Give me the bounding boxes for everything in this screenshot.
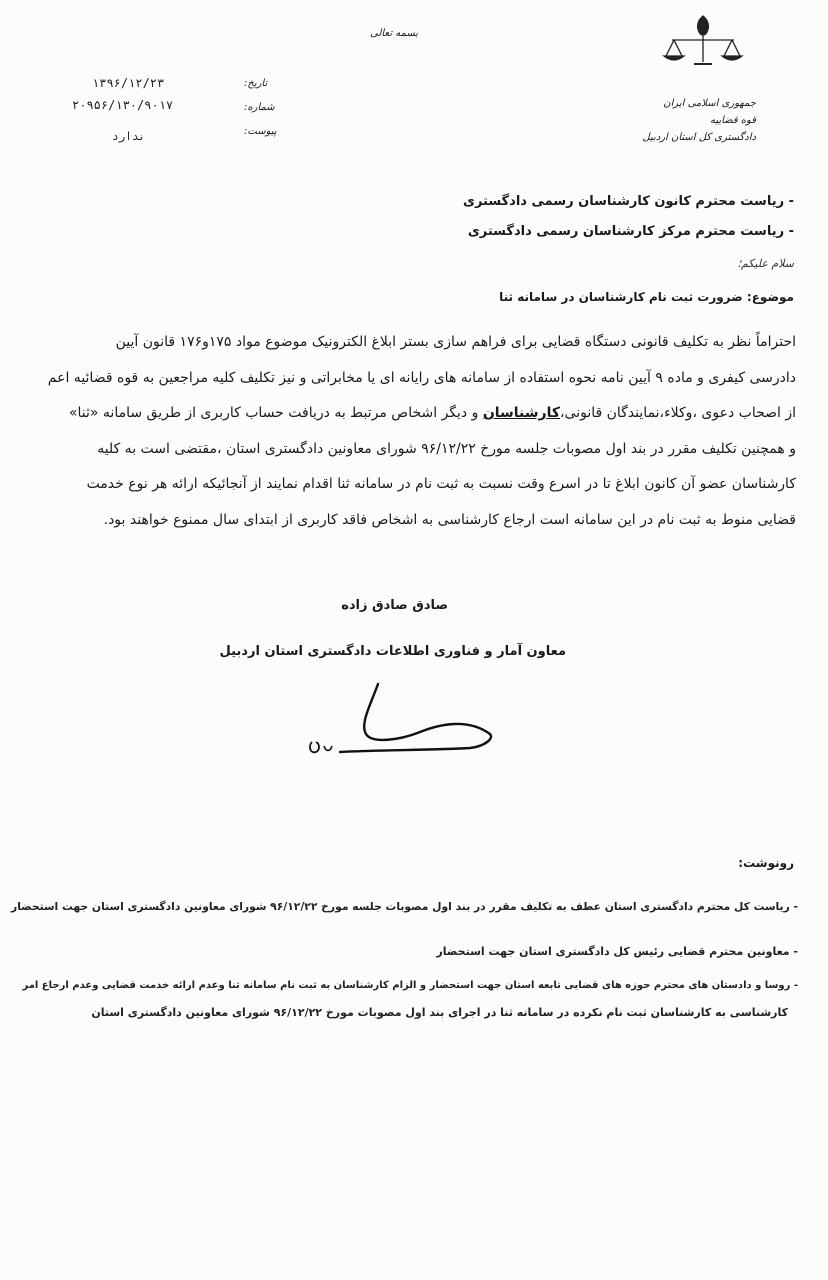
cc-item-3: - روسا و دادستان های محترم حوزه های قضایی تابعه استان جهت استحضار و الزام کارشناسان به ثبت نام سامانه ثنا وعدم ارائه خدمت قضایی وعدم ارجاع امر (22, 980, 798, 991)
body-line-1: احتراماً نظر به تکلیف قانونی دستگاه قضایی برای فراهم سازی بستر ابلاغ الکترونیک موضوع مواد ۱۷۵و۱۷۶ قانون آیین (115, 334, 796, 350)
body-line-5: کارشناسان عضو آن کانون ابلاغ تا در اسرع وقت نسبت به ثبت نام در سامانه ثنا اقدام نمایند از آنجائیکه ارائه هر نوع خدمت (86, 476, 796, 492)
date-label: تاریخ: (244, 78, 268, 89)
body-line-6: قضایی منوط به ثبت نام در این سامانه است ارجاع کارشناسی به اشخاص فاقد کاربری از ابتدای سال ممنوع خواهند بود. (103, 511, 796, 528)
cc-item-2: - معاونین محترم قضایی رئیس کل دادگستری استان جهت استحضار (436, 945, 798, 958)
attachment-label: پیوست: (244, 126, 277, 137)
signer-name: صادق صادق زاده (341, 598, 448, 613)
body-line-4: و همچنین تکلیف مقرر در بند اول مصوبات جلسه مورخ ۹۶/۱۲/۲۲ شورای معاونین دادگستری استان ،مقتضی است به کلیه (97, 440, 796, 457)
cc-item-1: - ریاست کل محترم دادگستری استان عطف به تکلیف مقرر در بند اول مصوبات جلسه مورخ ۹۶/۱۲/۲۲ شورای معاونین دادگستری استان جهت استحضار (11, 900, 798, 913)
attachment-value: ندارد (112, 130, 146, 143)
number-value: ۲۰۹۵۶/۱۳۰/۹۰۱۷ (72, 98, 174, 112)
cc-title: رونوشت: (738, 856, 794, 870)
recipient-2: - ریاست محترم مرکز کارشناسان رسمی دادگستری (467, 224, 794, 239)
signer-title: معاون آمار و فناوری اطلاعات دادگستری استان اردبیل (219, 644, 566, 659)
subject-line: موضوع: ضرورت ثبت نام کارشناسان در سامانه ثنا (499, 290, 794, 304)
highlighted-term: کارشناسان (482, 405, 560, 421)
body-line-3 (18, 396, 796, 432)
body-line-3-end: و دیگر اشخاص مرتبط به دریافت حساب کاربری از طریق سامانه «ثنا» (68, 405, 483, 421)
basmala: بسمه تعالی (370, 28, 419, 39)
org-line-country: جمهوری اسلامی ایران (663, 98, 756, 109)
org-line-court: دادگستری کل استان اردبیل (642, 132, 756, 143)
letter-body (18, 325, 796, 538)
greeting: سلام علیکم؛ (737, 257, 794, 270)
judiciary-emblem-icon (658, 10, 748, 70)
org-line-judiciary: قوه قضاییه (709, 115, 756, 126)
date-value: ۱۳۹۶/۱۲/۲۳ (92, 76, 165, 90)
recipient-1: - ریاست محترم کانون کارشناسان رسمی دادگستری (463, 194, 794, 209)
cc-item-3-cont: کارشناسی به کارشناسان ثبت نام نکرده در سامانه ثنا در اجرای بند اول مصوبات مورخ ۹۶/۱۲/۲۲ شورای معاونین دادگستری استان (91, 1006, 788, 1019)
body-line-3-start: از اصحاب دعوی ،وکلاء،نمایندگان قانونی، (560, 405, 796, 421)
body-line-2: دادرسی کیفری و ماده ۹ آیین نامه نحوه استفاده از سامانه های رایانه ای یا مخابراتی و نیز تکلیف کلیه مراجعین به قوه قضائیه اعم (47, 369, 796, 386)
signature-icon (300, 676, 500, 766)
number-label: شماره: (244, 102, 275, 113)
